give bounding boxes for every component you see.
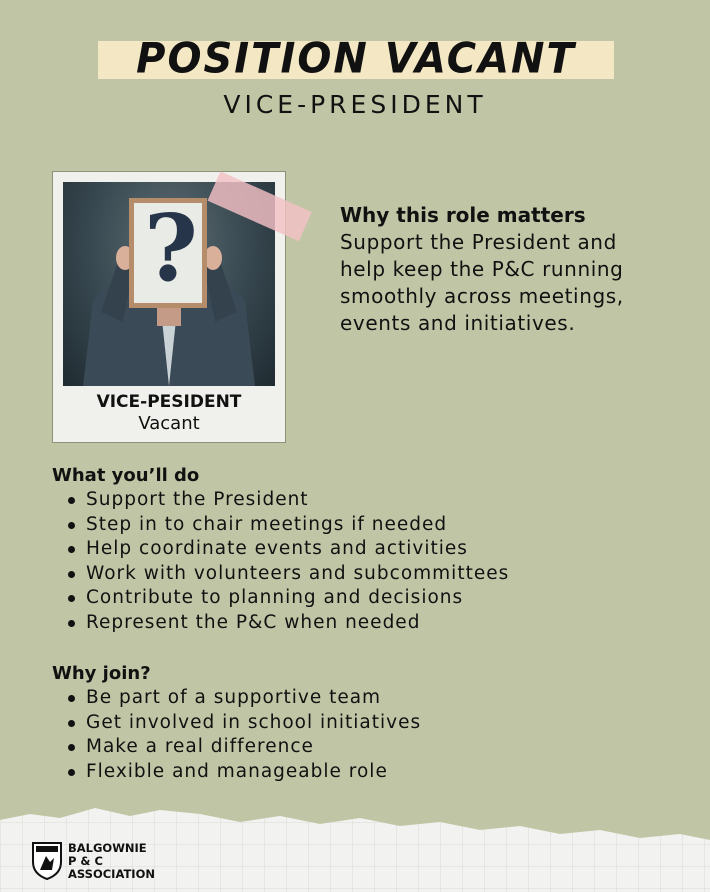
bullet-icon [68,571,75,578]
list-item-text: Make a real difference [86,736,314,758]
list-item-text: Work with volunteers and subcommittees [86,562,510,584]
list-item-text: Contribute to planning and decisions [86,587,464,609]
list-item [64,537,509,562]
question-mark-icon: ? [144,194,198,302]
logo-line: BALGOWNIE [68,841,147,855]
list-item [64,562,509,587]
why-role-line: Support the President and [340,230,617,254]
shield-icon [30,840,64,880]
list-item [64,711,421,736]
list-item [64,686,421,711]
list-item-text: Represent the P&C when needed [86,611,421,633]
bullet-icon [68,720,75,727]
bullet-icon [68,744,75,751]
logo-line: ASSOCIATION [68,867,155,881]
bullet-icon [68,769,75,776]
list-item-text: Help coordinate events and activities [86,538,468,560]
bullet-icon [68,522,75,529]
list-item [64,735,421,760]
what-you-do-list [64,488,509,636]
list-item [64,611,509,636]
page-title: POSITION VACANT [136,34,576,84]
why-role-line: help keep the P&C running [340,257,624,281]
association-logo-text [68,842,155,881]
list-item-text: Flexible and manageable role [86,760,388,782]
what-you-do-heading: What you’ll do [52,465,200,486]
why-role-heading: Why this role matters [340,203,586,227]
polaroid-name: VICE-PESIDENT [96,392,242,412]
why-role-text [340,229,690,337]
why-role-line: smoothly across meetings, [340,284,624,308]
list-item-text: Step in to chair meetings if needed [86,513,448,535]
list-item-text: Be part of a supportive team [86,687,382,708]
list-item-text: Get involved in school initiatives [86,711,422,733]
why-join-list [64,686,421,784]
list-item [64,488,509,513]
bullet-icon [68,620,75,627]
list-item-text: Support the President [86,489,309,510]
polaroid-status: Vacant [138,413,200,434]
logo-line: P & C [68,854,103,868]
list-item [64,513,509,538]
bullet-icon [68,595,75,602]
bullet-icon [68,497,75,504]
list-item [64,586,509,611]
why-join-heading: Why join? [52,663,151,684]
page-subtitle: VICE-PRESIDENT [223,90,487,119]
bullet-icon [68,546,75,553]
list-item [64,760,421,785]
bullet-icon [68,695,75,702]
why-role-line: events and initiatives. [340,311,576,335]
